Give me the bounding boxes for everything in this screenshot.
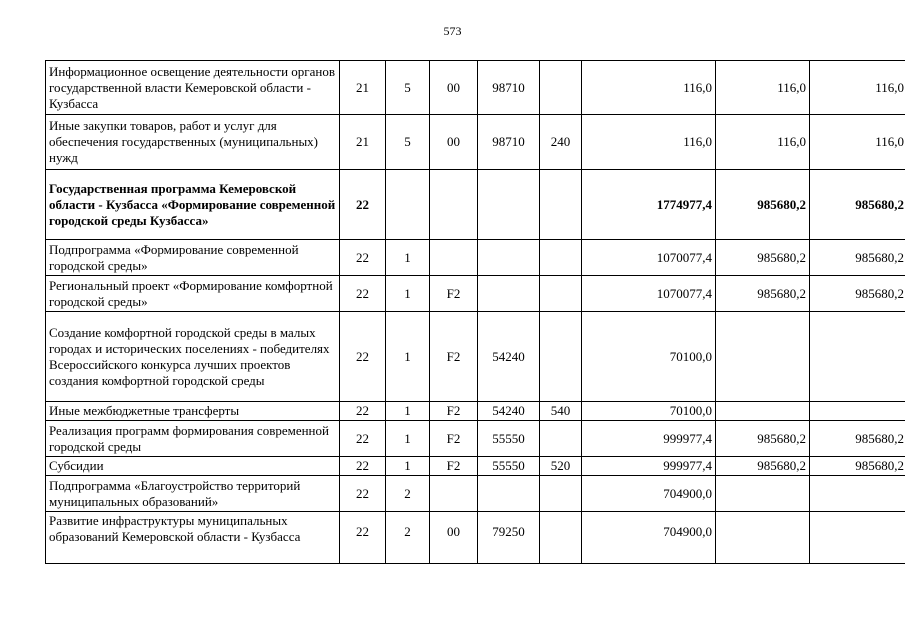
table-row	[46, 421, 905, 457]
type-code-cell	[540, 421, 582, 457]
type-code-cell: 520	[540, 457, 582, 476]
program-code-cell	[430, 170, 478, 240]
table-row	[46, 170, 905, 240]
direction-code-cell: 55550	[478, 421, 540, 457]
item-name-cell: Иные закупки товаров, работ и услуг для обеспечения государственных (муниципальных) нужд	[46, 115, 340, 170]
program-code-cell: F2	[430, 457, 478, 476]
program-code-cell: F2	[430, 312, 478, 402]
amount-year1-cell: 999977,4	[582, 421, 716, 457]
table-row	[46, 115, 905, 170]
amount-year2-cell	[716, 476, 810, 512]
table-row	[46, 457, 905, 476]
type-code-cell	[540, 61, 582, 115]
direction-code-cell: 98710	[478, 115, 540, 170]
amount-year3-cell	[810, 312, 905, 402]
program-code-cell: F2	[430, 421, 478, 457]
table-row	[46, 312, 905, 402]
subsection-code-cell: 2	[386, 476, 430, 512]
direction-code-cell	[478, 476, 540, 512]
subsection-code-cell: 5	[386, 61, 430, 115]
program-code-cell: F2	[430, 276, 478, 312]
item-name-cell: Государственная программа Кемеровской области - Кузбасса «Формирование современной городской среды Кузбасса»	[46, 170, 340, 240]
amount-year1-cell: 999977,4	[582, 457, 716, 476]
direction-code-cell	[478, 240, 540, 276]
amount-year1-cell: 1070077,4	[582, 240, 716, 276]
item-name-cell: Подпрограмма «Благоустройство территорий муниципальных образований»	[46, 476, 340, 512]
type-code-cell	[540, 240, 582, 276]
section-code-cell: 22	[340, 240, 386, 276]
direction-code-cell: 79250	[478, 512, 540, 564]
direction-code-cell: 54240	[478, 312, 540, 402]
table-body	[46, 61, 905, 564]
amount-year2-cell: 985680,2	[716, 457, 810, 476]
program-code-cell	[430, 476, 478, 512]
amount-year3-cell: 985680,2	[810, 276, 905, 312]
item-name-cell: Развитие инфраструктуры муниципальных образований Кемеровской области - Кузбасса	[46, 512, 340, 564]
amount-year2-cell	[716, 512, 810, 564]
item-name-cell: Подпрограмма «Формирование современной городской среды»	[46, 240, 340, 276]
program-code-cell: 00	[430, 512, 478, 564]
amount-year3-cell: 116,0	[810, 61, 905, 115]
amount-year3-cell	[810, 512, 905, 564]
subsection-code-cell	[386, 170, 430, 240]
amount-year2-cell: 985680,2	[716, 421, 810, 457]
amount-year1-cell: 704900,0	[582, 476, 716, 512]
direction-code-cell	[478, 170, 540, 240]
type-code-cell	[540, 170, 582, 240]
amount-year2-cell: 116,0	[716, 115, 810, 170]
section-code-cell: 21	[340, 61, 386, 115]
amount-year2-cell: 985680,2	[716, 170, 810, 240]
section-code-cell: 22	[340, 312, 386, 402]
table-row	[46, 240, 905, 276]
table-row	[46, 512, 905, 564]
subsection-code-cell: 1	[386, 421, 430, 457]
table-row	[46, 61, 905, 115]
subsection-code-cell: 1	[386, 402, 430, 421]
direction-code-cell	[478, 276, 540, 312]
table-row	[46, 276, 905, 312]
direction-code-cell: 98710	[478, 61, 540, 115]
amount-year1-cell: 70100,0	[582, 312, 716, 402]
section-code-cell: 22	[340, 170, 386, 240]
program-code-cell: F2	[430, 402, 478, 421]
section-code-cell: 22	[340, 457, 386, 476]
amount-year1-cell: 1774977,4	[582, 170, 716, 240]
amount-year2-cell: 985680,2	[716, 276, 810, 312]
budget-table	[45, 60, 905, 564]
table-row	[46, 476, 905, 512]
amount-year2-cell: 116,0	[716, 61, 810, 115]
item-name-cell: Региональный проект «Формирование комфортной городской среды»	[46, 276, 340, 312]
amount-year1-cell: 1070077,4	[582, 276, 716, 312]
amount-year3-cell	[810, 476, 905, 512]
section-code-cell: 22	[340, 402, 386, 421]
amount-year1-cell: 116,0	[582, 61, 716, 115]
section-code-cell: 22	[340, 476, 386, 512]
amount-year1-cell: 116,0	[582, 115, 716, 170]
section-code-cell: 22	[340, 512, 386, 564]
subsection-code-cell: 2	[386, 512, 430, 564]
item-name-cell: Создание комфортной городской среды в малых городах и исторических поселениях - победителях Всероссийского конкурса лучших проектов создания комфортной городской среды	[46, 312, 340, 402]
type-code-cell	[540, 476, 582, 512]
section-code-cell: 21	[340, 115, 386, 170]
section-code-cell: 22	[340, 421, 386, 457]
item-name-cell: Реализация программ формирования современной городской среды	[46, 421, 340, 457]
program-code-cell	[430, 240, 478, 276]
type-code-cell	[540, 512, 582, 564]
amount-year3-cell: 116,0	[810, 115, 905, 170]
amount-year1-cell: 70100,0	[582, 402, 716, 421]
section-code-cell: 22	[340, 276, 386, 312]
page-number: 573	[443, 24, 462, 38]
type-code-cell	[540, 312, 582, 402]
amount-year2-cell	[716, 312, 810, 402]
amount-year3-cell: 985680,2	[810, 170, 905, 240]
item-name-cell: Субсидии	[46, 457, 340, 476]
subsection-code-cell: 1	[386, 240, 430, 276]
amount-year3-cell: 985680,2	[810, 240, 905, 276]
subsection-code-cell: 1	[386, 276, 430, 312]
subsection-code-cell: 1	[386, 457, 430, 476]
item-name-cell: Информационное освещение деятельности органов государственной власти Кемеровской области - Кузбасса	[46, 61, 340, 115]
table-row	[46, 402, 905, 421]
program-code-cell: 00	[430, 115, 478, 170]
amount-year2-cell: 985680,2	[716, 240, 810, 276]
item-name-cell: Иные межбюджетные трансферты	[46, 402, 340, 421]
amount-year2-cell	[716, 402, 810, 421]
amount-year3-cell: 985680,2	[810, 457, 905, 476]
subsection-code-cell: 1	[386, 312, 430, 402]
type-code-cell: 240	[540, 115, 582, 170]
type-code-cell	[540, 276, 582, 312]
subsection-code-cell: 5	[386, 115, 430, 170]
program-code-cell: 00	[430, 61, 478, 115]
amount-year1-cell: 704900,0	[582, 512, 716, 564]
direction-code-cell: 55550	[478, 457, 540, 476]
type-code-cell: 540	[540, 402, 582, 421]
amount-year3-cell: 985680,2	[810, 421, 905, 457]
direction-code-cell: 54240	[478, 402, 540, 421]
amount-year3-cell	[810, 402, 905, 421]
